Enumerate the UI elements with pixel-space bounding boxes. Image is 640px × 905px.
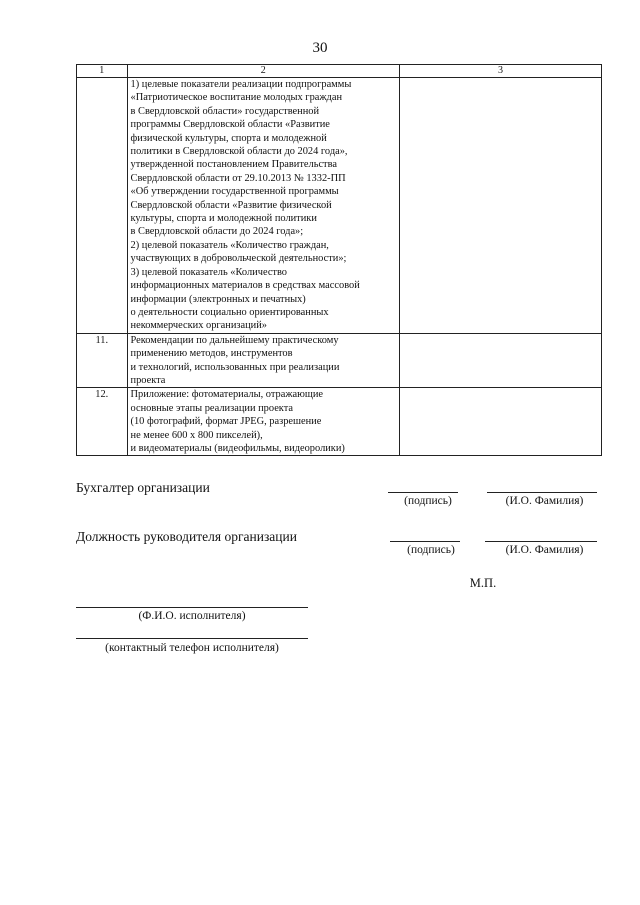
accountant-signature-caption: (подпись) [404,495,452,507]
row-number: 12. [77,388,128,456]
row-text-line: утвержденной постановлением Правительства [130,159,337,171]
row-text-line: Приложение: фотоматериалы, отражающие [130,389,324,401]
row-text-line: в Свердловской области до 2024 года»; [130,226,304,238]
row-description [127,78,399,334]
row-text-line: применению методов, инструментов [130,348,293,360]
row-text-line: Свердловской области «Развитие физической [130,199,332,211]
row-text-line: и видеоматериалы (видеофильмы, видеоролики) [130,442,345,454]
row-text-line: о деятельности социально ориентированных [130,306,329,318]
table-row [77,333,602,388]
row-text-line: Рекомендации по дальнейшему практическому [130,334,339,346]
row-number [77,78,128,334]
header-col-2: 2 [127,65,399,78]
row-value [399,78,601,334]
row-text-line: 3) целевой показатель «Количество [130,266,287,278]
executor-phone-caption: (контактный телефон исполнителя) [105,642,279,654]
row-text-line: культуры, спорта и молодежной политики [130,213,317,225]
table-row [77,78,602,334]
row-value [399,388,601,456]
accountant-signature-line [388,492,458,493]
row-text-line: проекта [130,374,166,386]
row-text-line: «Патриотическое воспитание молодых граждан [130,92,343,104]
row-text-line: Свердловской области от 29.10.2013 № 1332-ПП [130,172,346,184]
row-text-line: основные этапы реализации проекта [130,402,293,414]
table-header-row [77,65,602,78]
report-table [76,64,602,456]
head-name-line [485,541,597,542]
executor-name-caption: (Ф.И.О. исполнителя) [138,610,246,622]
head-name-caption: (И.О. Фамилия) [505,544,584,556]
head-position-label: Должность руководителя организации [76,529,297,544]
row-text-line: участвующих в добровольческой деятельности»; [130,253,347,265]
row-text-line: некоммерческих организаций» [130,320,267,332]
row-text-line: 1) целевые показатели реализации подпрограммы [130,79,352,90]
row-text-line: в Свердловской области» государственной [130,105,320,117]
table-row [77,388,602,456]
accountant-name-caption: (И.О. Фамилия) [505,495,584,507]
row-text-line: не менее 600 х 800 пикселей), [130,429,263,441]
row-number: 11. [77,333,128,388]
row-text-line: физической культуры, спорта и молодежной [130,132,327,144]
accountant-name-line [487,492,597,493]
page-number: 30 [312,40,328,56]
row-text-line: информации (электронных и печатных) [130,293,306,305]
executor-phone-line [76,638,308,639]
header-col-3: 3 [399,65,601,78]
row-text-line: 2) целевой показатель «Количество граждан, [130,239,329,251]
row-text-line: политики в Свердловской области до 2024 года», [130,146,348,158]
stamp-mark: М.П. [469,576,497,590]
row-text-line: и технологий, использованных при реализации [130,361,340,373]
executor-name-line [76,607,308,608]
row-text-line: (10 фотографий, формат JPEG, разрешение [130,416,322,428]
head-signature-line [390,541,460,542]
accountant-label: Бухгалтер организации [76,480,210,495]
row-description [127,333,399,388]
row-text-line: «Об утверждении государственной программы [130,186,339,198]
row-value [399,333,601,388]
row-text-line: программы Свердловской области «Развитие [130,119,330,131]
header-col-1: 1 [77,65,128,78]
row-text-line: информационных материалов в средствах массовой [130,280,360,292]
row-description [127,388,399,456]
head-signature-caption: (подпись) [407,544,455,556]
